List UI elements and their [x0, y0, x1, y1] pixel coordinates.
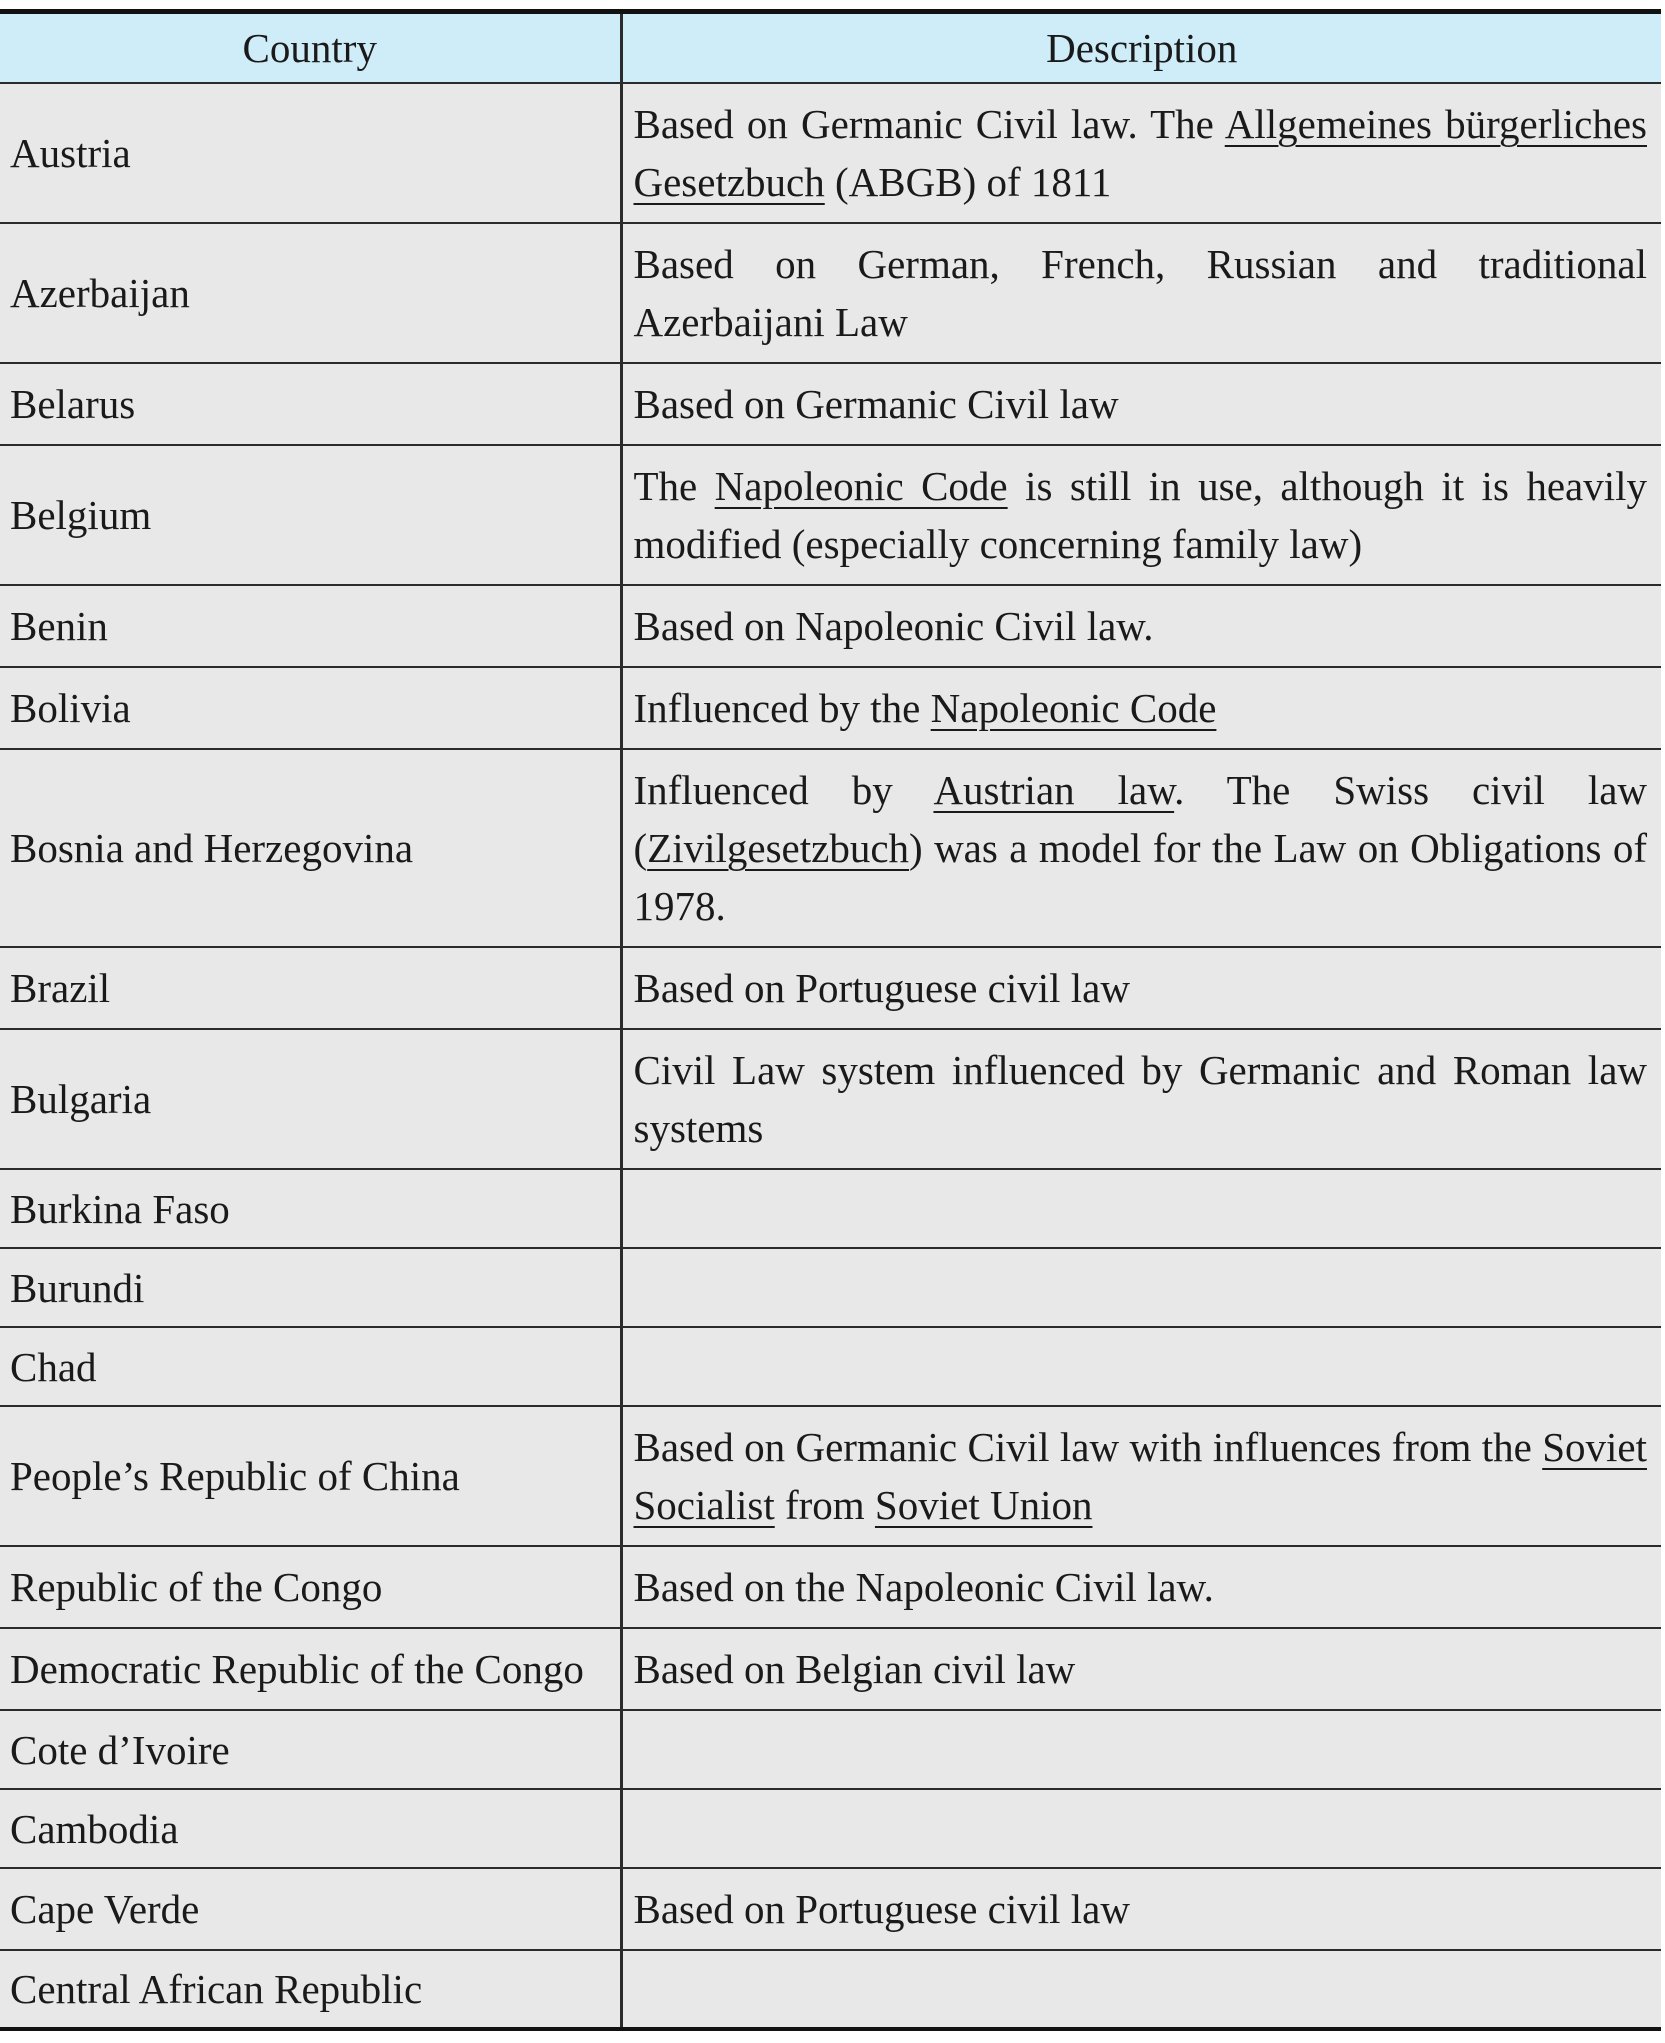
description-cell	[621, 1248, 1661, 1327]
description-text: Influenced by	[633, 767, 934, 813]
country-cell: Republic of the Congo	[0, 1546, 621, 1628]
table-row	[0, 363, 1661, 445]
description-cell	[621, 585, 1661, 667]
table-row	[0, 1169, 1661, 1248]
country-cell: Chad	[0, 1327, 621, 1406]
description-cell	[621, 1789, 1661, 1868]
table-row	[0, 1789, 1661, 1868]
description-text: Based on the Napoleonic Civil law.	[633, 1564, 1214, 1610]
country-cell: Democratic Republic of the Congo	[0, 1628, 621, 1710]
description-cell	[621, 1628, 1661, 1710]
country-cell: Central African Republic	[0, 1950, 621, 2029]
description-cell	[621, 83, 1661, 223]
description-text: ) was a model for the Law on Obligations of 1978.	[633, 825, 1647, 929]
description-cell	[621, 1868, 1661, 1950]
description-text: Based on Portuguese civil law	[633, 965, 1130, 1011]
description-text: Based on Portuguese civil law	[633, 1886, 1130, 1932]
country-cell: Azerbaijan	[0, 223, 621, 363]
table-row	[0, 585, 1661, 667]
description-cell	[621, 1406, 1661, 1546]
description-text: Based on Belgian civil law	[633, 1646, 1076, 1692]
description-cell	[621, 1327, 1661, 1406]
table-row	[0, 1546, 1661, 1628]
country-cell: Burundi	[0, 1248, 621, 1327]
description-cell	[621, 445, 1661, 585]
country-cell: Burkina Faso	[0, 1169, 621, 1248]
description-text: Civil Law system influenced by Germanic and Roman law systems	[633, 1047, 1647, 1151]
description-text: The	[633, 463, 715, 509]
table-row	[0, 1406, 1661, 1546]
table-row	[0, 223, 1661, 363]
description-cell	[621, 667, 1661, 749]
description-text: Based on Germanic Civil law	[633, 381, 1119, 427]
description-link[interactable]: Austrian law	[933, 767, 1175, 813]
table-body	[0, 83, 1661, 2029]
description-cell	[621, 1029, 1661, 1169]
table-row	[0, 1868, 1661, 1950]
description-link[interactable]: Soviet Union	[874, 1482, 1093, 1528]
description-cell	[621, 749, 1661, 947]
table-row	[0, 749, 1661, 947]
table-row	[0, 1628, 1661, 1710]
table-row	[0, 445, 1661, 585]
country-cell: Belarus	[0, 363, 621, 445]
country-cell: People’s Republic of China	[0, 1406, 621, 1546]
description-text: Based on Germanic Civil law with influences from the	[633, 1424, 1543, 1470]
description-text: from	[774, 1482, 875, 1528]
description-cell	[621, 1710, 1661, 1789]
table-row	[0, 83, 1661, 223]
table-row	[0, 1950, 1661, 2029]
table-header-row	[0, 12, 1661, 84]
country-cell: Bosnia and Herzegovina	[0, 749, 621, 947]
description-link[interactable]: Soviet Socialist	[633, 1424, 1647, 1528]
country-cell: Brazil	[0, 947, 621, 1029]
description-column-header: Description	[621, 12, 1661, 84]
country-cell: Cambodia	[0, 1789, 621, 1868]
description-text: Based on German, French, Russian and traditional Azerbaijani Law	[633, 241, 1647, 345]
description-text: (ABGB) of 1811	[824, 159, 1112, 205]
description-text: Based on Germanic Civil law. The	[633, 101, 1225, 147]
description-link[interactable]: Napoleonic Code	[714, 463, 1008, 509]
description-link[interactable]: Allgemeines bürgerliches Gesetzbuch	[633, 101, 1647, 205]
country-cell: Bolivia	[0, 667, 621, 749]
description-cell	[621, 1169, 1661, 1248]
description-cell	[621, 1950, 1661, 2029]
country-cell: Cape Verde	[0, 1868, 621, 1950]
description-link[interactable]: Napoleonic Code	[930, 685, 1217, 731]
table-row	[0, 1710, 1661, 1789]
table-row	[0, 1327, 1661, 1406]
country-cell: Austria	[0, 83, 621, 223]
table-row	[0, 667, 1661, 749]
country-cell: Benin	[0, 585, 621, 667]
description-cell	[621, 223, 1661, 363]
table-row	[0, 1248, 1661, 1327]
country-cell: Belgium	[0, 445, 621, 585]
country-column-header: Country	[0, 12, 621, 84]
description-text: Influenced by the	[633, 685, 931, 731]
description-cell	[621, 363, 1661, 445]
country-cell: Cote d’Ivoire	[0, 1710, 621, 1789]
country-cell: Bulgaria	[0, 1029, 621, 1169]
description-link[interactable]: Zivilgesetzbuch	[647, 825, 910, 871]
legal-systems-table	[0, 9, 1661, 2031]
description-cell	[621, 947, 1661, 1029]
description-text: is still in use, although it is heavily modified (especially concerning family law)	[633, 463, 1648, 567]
description-cell	[621, 1546, 1661, 1628]
description-text: . The Swiss civil law (	[633, 767, 1648, 871]
table-row	[0, 1029, 1661, 1169]
description-text: Based on Napoleonic Civil law.	[633, 603, 1154, 649]
table-row	[0, 947, 1661, 1029]
